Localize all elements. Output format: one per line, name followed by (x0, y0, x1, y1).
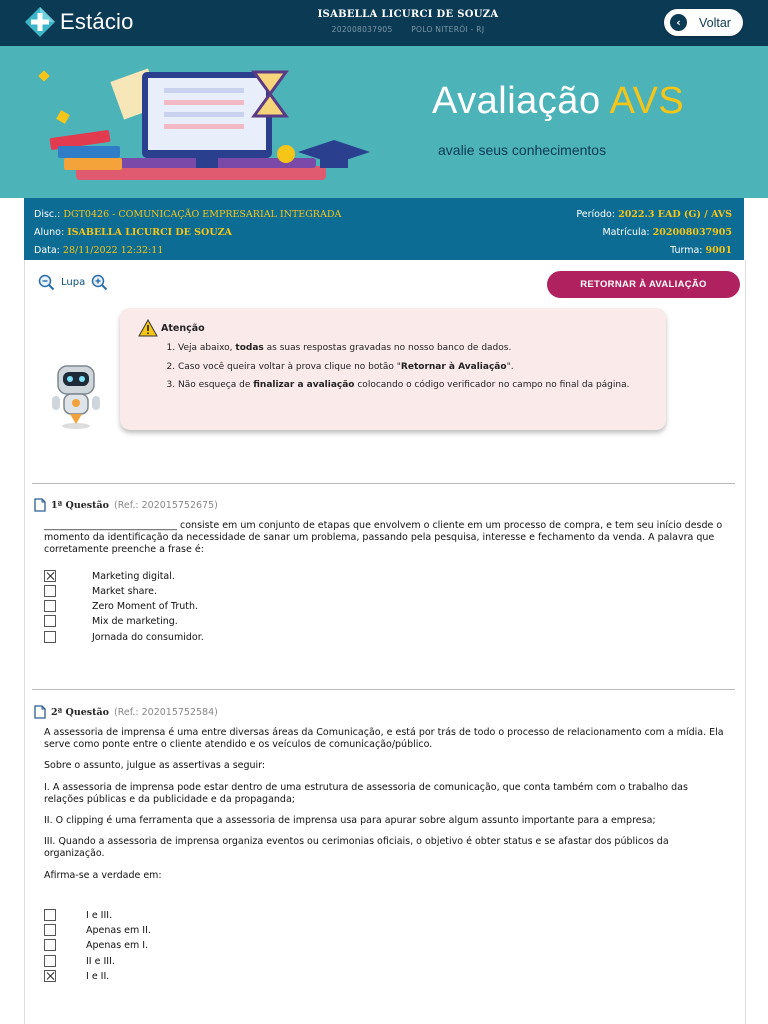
exam-info-bar (24, 198, 744, 260)
document-icon (34, 705, 46, 719)
answer-checkbox[interactable] (44, 970, 56, 982)
return-to-exam-button[interactable]: RETORNAR À AVALIAÇÃO (547, 271, 740, 298)
answer-checkbox[interactable] (44, 570, 56, 582)
zoom-out-icon[interactable] (38, 274, 55, 291)
answer-checkbox[interactable] (44, 939, 56, 951)
data-label: Data: (34, 245, 60, 256)
exam-info-left (34, 206, 341, 260)
data-value: 28/11/2022 12:32:11 (62, 245, 164, 256)
answer-label: Jornada do consumidor. (92, 631, 204, 643)
answer-label: I e II. (86, 970, 110, 982)
answer-option[interactable] (44, 631, 204, 643)
question-paragraph: Sobre o assunto, julgue as assertivas a seguir: (44, 760, 266, 772)
top-bar (0, 0, 768, 46)
turma-value: 9001 (705, 245, 732, 256)
answer-option[interactable] (44, 600, 198, 612)
question-number: 2ª Questão (51, 706, 109, 718)
answer-checkbox[interactable] (44, 955, 56, 967)
question-statement (44, 727, 724, 891)
study-illustration (36, 54, 376, 194)
question-paragraph: III. Quando a assessoria de imprensa organiza eventos ou cerimonias oficiais, o objetivo é obter status e se afastar dos públicos da organização. (44, 836, 669, 860)
warning-icon (138, 319, 158, 337)
answer-option[interactable] (44, 924, 151, 936)
attention-text: Veja abaixo, (178, 343, 236, 353)
chevron-left-icon: ‹ (670, 14, 687, 31)
answer-label: Apenas em II. (86, 924, 151, 936)
answer-option[interactable] (44, 570, 175, 582)
attention-item (178, 342, 648, 355)
attention-title: Atenção (161, 322, 205, 334)
user-details (280, 25, 536, 34)
question-paragraph: A assessoria de imprensa é uma entre diversas áreas da Comunicação, e está por trás de todo o processo de relacionamento com a mídia. Ela serve como ponte entre o cliente atendido e os veículos de comunicação/público. (44, 727, 724, 751)
matricula-value: 202008037905 (652, 227, 732, 238)
title-prefix: Avaliação (432, 80, 601, 122)
attention-text: Caso você queira voltar à prova clique no botão " (178, 361, 401, 372)
question-number: 1ª Questão (51, 499, 109, 511)
attention-text: ". (506, 361, 514, 372)
attention-header (138, 319, 205, 337)
question-header (34, 705, 218, 719)
document-icon (34, 498, 46, 512)
aluno-label: Aluno: (34, 227, 65, 238)
magnifier-controls (38, 274, 108, 291)
answer-label: Market share. (92, 585, 158, 597)
answer-checkbox[interactable] (44, 600, 56, 612)
question-paragraph: I. A assessoria de imprensa pode estar dentro de uma estrutura de assessoria de comunicação, que conta também com o trabalho das relações públicas e da publicidade e da propaganda; (44, 781, 688, 805)
back-button[interactable] (664, 9, 743, 36)
attention-text: colocando o código verificador no campo no final da página. (354, 380, 630, 390)
question-statement (44, 520, 724, 566)
attention-notice (120, 308, 666, 430)
answer-checkbox[interactable] (44, 909, 56, 921)
attention-emphasis: finalizar a avaliação (253, 380, 355, 390)
answer-option[interactable] (44, 585, 157, 597)
estacio-logo[interactable] (24, 6, 134, 38)
question-paragraph: Afirma-se a verdade em: (44, 869, 162, 881)
question-header (34, 498, 218, 512)
answer-checkbox[interactable] (44, 585, 56, 597)
lupa-label: Lupa (61, 277, 86, 288)
zoom-in-icon[interactable] (91, 274, 108, 291)
exam-info-right (576, 206, 732, 260)
periodo-label: Período: (576, 209, 616, 220)
matricula-label: Matrícula: (602, 227, 650, 238)
attention-item (178, 379, 648, 392)
answer-option[interactable] (44, 939, 148, 951)
answer-label: I e III. (86, 909, 113, 921)
answer-checkbox[interactable] (44, 615, 56, 627)
answer-label: Marketing digital. (92, 570, 175, 582)
user-info (280, 9, 536, 34)
turma-label: Turma: (670, 245, 703, 256)
attention-text: as suas respostas gravadas no nosso banco de dados. (263, 343, 512, 353)
answer-checkbox[interactable] (44, 631, 56, 643)
disc-value: DGT0426 - COMUNICAÇÃO EMPRESARIAL INTEGRADA (63, 209, 342, 220)
attention-text: Não esqueça de (178, 380, 254, 390)
estacio-logo-icon (24, 6, 56, 38)
answer-option[interactable] (44, 955, 115, 967)
attention-list (142, 342, 648, 398)
user-name: ISABELLA LICURCI DE SOUZA (317, 9, 499, 20)
attention-item (178, 361, 648, 374)
aluno-value: ISABELLA LICURCI DE SOUZA (67, 227, 232, 238)
answer-option[interactable] (44, 615, 178, 627)
title-accent: AVS (609, 80, 685, 122)
user-id: 202008037905 (331, 25, 393, 34)
answer-checkbox[interactable] (44, 924, 56, 936)
question-paragraph: II. O clipping é uma ferramenta que a assessoria de imprensa usa para apurar sobre algum assunto importante para a empresa; (44, 815, 656, 827)
periodo-value: 2022.3 EAD (G) / AVS (618, 209, 732, 220)
question-divider (32, 483, 735, 484)
attention-emphasis: todas (235, 343, 264, 353)
question-paragraph: ____________________________ consiste em um conjunto de etapas que envolvem o cliente em um processo de compra, e tem seu início desde o momento da identificação da necessidade de sanar um problema, passando pela pesquisa, interesse e fechamento da venda. A palavra que corretamente preenche a frase é: (44, 520, 723, 556)
answer-option[interactable] (44, 970, 109, 982)
question-divider (32, 689, 735, 690)
page-title (432, 80, 684, 123)
banner (0, 46, 768, 198)
answer-label: Apenas em I. (86, 939, 149, 951)
question-ref: (Ref.: 202015752675) (114, 499, 218, 511)
user-polo: POLO NITERÓI - RJ (411, 25, 485, 34)
answer-label: II e III. (86, 955, 115, 967)
attention-emphasis: Retornar à Avaliação (400, 361, 507, 372)
answer-label: Mix de marketing. (92, 615, 178, 627)
robot-mascot-icon (48, 360, 104, 430)
answer-option[interactable] (44, 909, 112, 921)
brand-name: Estácio (60, 9, 134, 34)
page-subtitle: avalie seus conhecimentos (438, 142, 607, 158)
question-ref: (Ref.: 202015752584) (114, 706, 218, 718)
disc-label: Disc.: (34, 209, 61, 220)
answer-label: Zero Moment of Truth. (92, 600, 199, 612)
back-button-label: Voltar (699, 15, 731, 30)
